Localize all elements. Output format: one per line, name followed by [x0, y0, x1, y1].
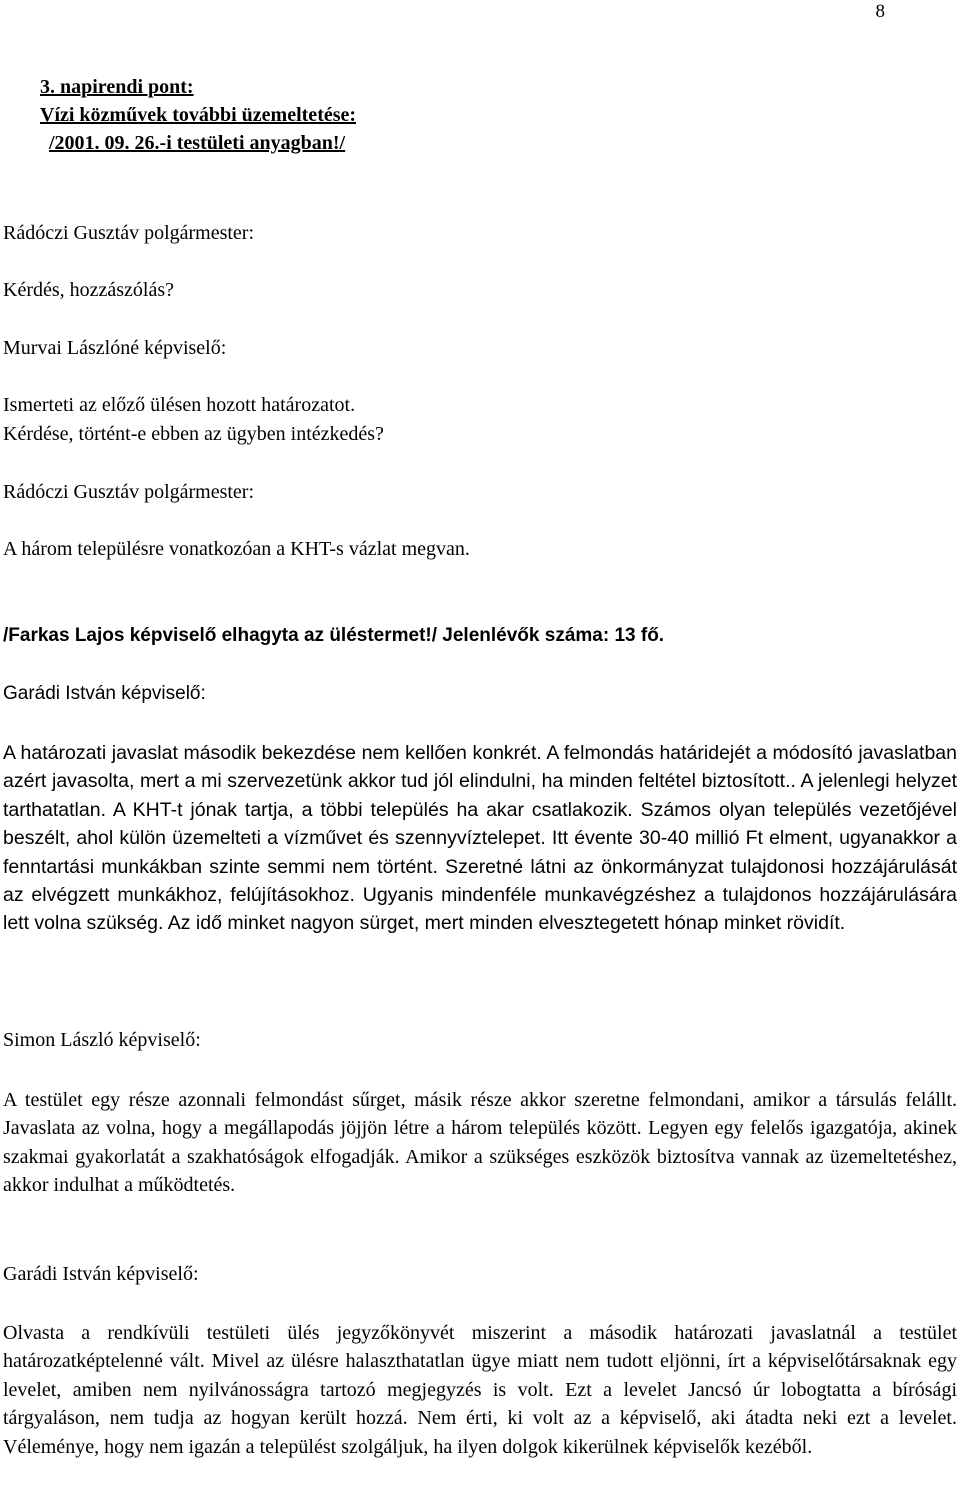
speaker-label: Garádi István képviselő: — [3, 1263, 199, 1285]
agenda-item-reference: /2001. 09. 26.-i testületi anyagban!/ — [49, 132, 346, 154]
speech-paragraph: A határozati javaslat második bekezdése nem kellően konkrét. A felmondás határidejét a módosító javaslatban azért javasolta, mert a mi szervezetünk akkor tud jól elindulni, ha minden feltétel biztosított.. A jelenlegi helyzet tarthatatlan. A KHT-t jónak tartja, a többi település ha akar csatlakozik. Számos olyan település vezetőjével beszélt, ahol külön üzemelteti a vízművet és szennyvíztelepet. Itt évente 30-40 millió Ft elment, ugyanakkor a fenntartási munkákban szinte semmi nem történt. Szeretné látni az önkormányzat tulajdonosi hozzájárulását az elvégzett munkákhoz, felújításokhoz. Ugyanis mindenféle munkavégzéshez a tulajdonos hozzájárulására lett volna szükség. Az idő minket nagyon sürget, mert minden elvesztegetett hónap minket rövidít. — [3, 742, 957, 935]
speaker-label: Rádóczi Gusztáv polgármester: — [3, 222, 255, 244]
speech-text: Kérdés, hozzászólás? — [3, 279, 175, 301]
speech-paragraph: A testület egy része azonnali felmondást sűrget, másik része akkor szeretne felmondani, amikor a társulás felállt. Javaslata az volna, hogy a megállapodás jöjjön létre a három település között. Legyen egy felelős igazgatója, akinek szakmai gyakorlatát a szakhatóságok elfogadják. Amikor a szükséges eszközök biztosítva vannak az üzemeltetéshez, akkor indulhat a működtetés. — [3, 1089, 957, 1197]
attendance-notice: /Farkas Lajos képviselő elhagyta az üléstermet!/ Jelenlévők száma: 13 fő. — [3, 625, 665, 646]
speaker-label: Simon László képviselő: — [3, 1029, 201, 1051]
speaker-label: Garádi István képviselő: — [3, 683, 206, 704]
speaker-label: Murvai Lászlóné képviselő: — [3, 337, 227, 359]
speaker-label: Rádóczi Gusztáv polgármester: — [3, 481, 255, 503]
agenda-heading — [40, 73, 356, 157]
page-number: 8 — [875, 1, 885, 22]
speech-text: Kérdése, történt-e ebben az ügyben intézkedés? — [3, 423, 384, 445]
agenda-item-title: 3. napirendi pont: — [40, 76, 194, 98]
speech-text: Ismerteti az előző ülésen hozott határozatot. — [3, 394, 356, 416]
speech-text: A három településre vonatkozóan a KHT-s vázlat megvan. — [3, 538, 470, 560]
speech-paragraph: Olvasta a rendkívüli testületi ülés jegyzőkönyvét miszerint a második határozati javaslatnál a testület határozatképtelenné vált. Mivel az ülésre halaszthatatlan ügye miatt nem tudott eljönni, írt a képviselőtársaknak egy levelet, amiben nem nyilvánosságra tartozó megjegyzés is volt. Ezt a levelet Jancsó úr lobogtatta a bírósági tárgyaláson, nem tudja az hogyan került hozzá. Nem érti, ki volt az a képviselő, aki átadta neki ezt a levelet. Véleménye, hogy nem igazán a települést szolgáljuk, ha ilyen dolgok kikerülnek képviselők kezéből. — [3, 1322, 957, 1458]
agenda-item-subject: Vízi közművek további üzemeltetése: — [40, 104, 357, 126]
